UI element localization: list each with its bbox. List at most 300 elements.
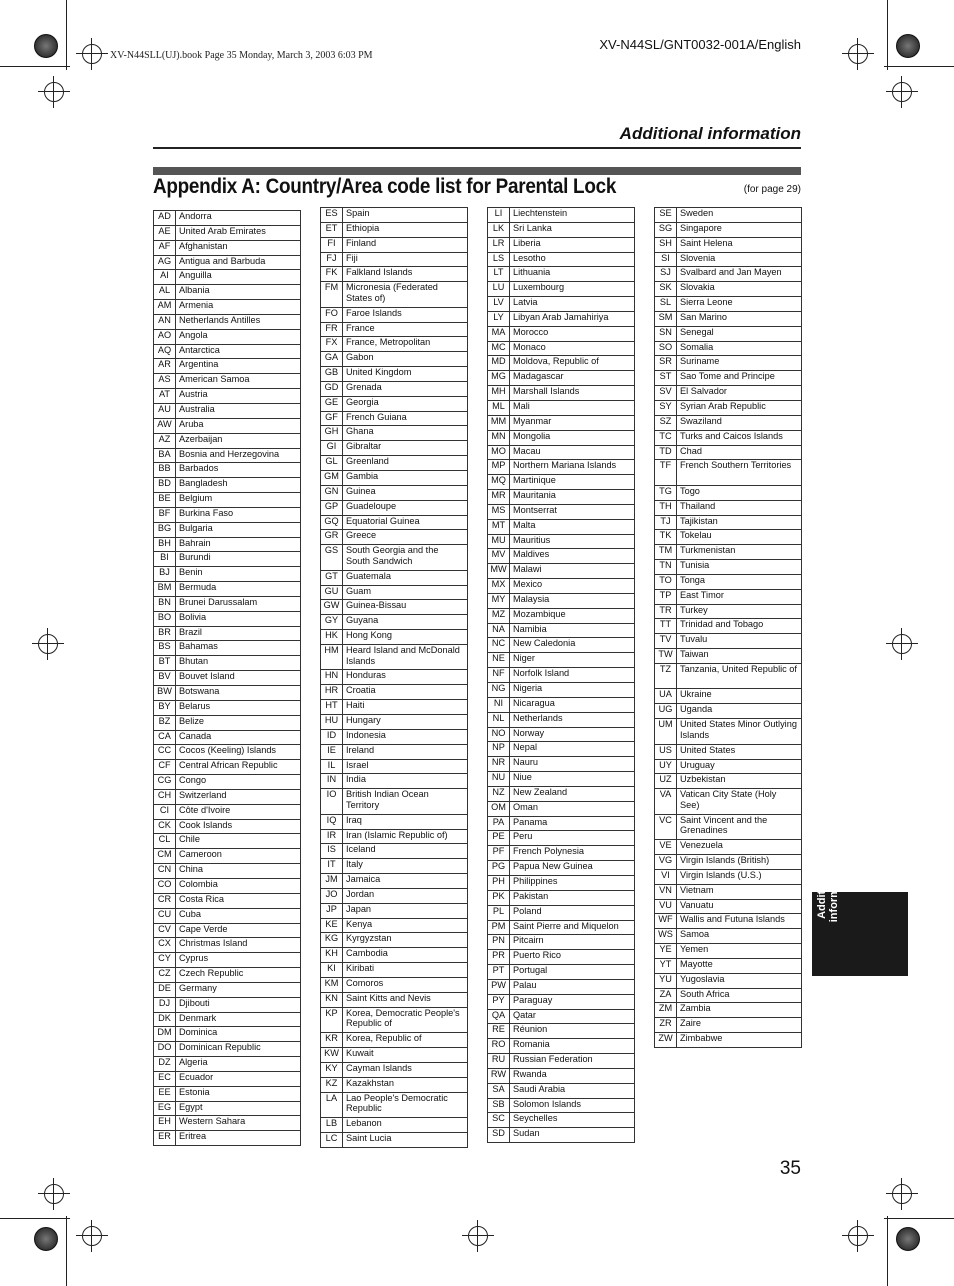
table-row (154, 225, 301, 240)
table-row (655, 326, 802, 341)
country-name: Albania (176, 285, 301, 300)
table-row (154, 374, 301, 389)
table-row (321, 396, 468, 411)
country-code: MQ (488, 475, 510, 490)
table-row (321, 1092, 468, 1118)
table-row (655, 789, 802, 815)
table-row (321, 1118, 468, 1133)
country-name: Japan (343, 903, 468, 918)
country-code: EC (154, 1071, 176, 1086)
country-name: Syrian Arab Republic (677, 400, 802, 415)
table-row (655, 929, 802, 944)
country-name: Nepal (510, 742, 635, 757)
country-code: GR (321, 530, 343, 545)
table-row (655, 619, 802, 634)
country-name: Indonesia (343, 729, 468, 744)
table-row (154, 1027, 301, 1042)
country-code: BA (154, 448, 176, 463)
country-name: Romania (510, 1039, 635, 1054)
table-row (655, 341, 802, 356)
country-code: SA (488, 1083, 510, 1098)
table-row (655, 445, 802, 460)
country-name: Malaysia (510, 593, 635, 608)
table-row (154, 760, 301, 775)
table-row (655, 869, 802, 884)
country-code: SG (655, 222, 677, 237)
country-code: NF (488, 668, 510, 683)
table-row (488, 950, 635, 965)
country-name: Lao People's Democratic Republic (343, 1092, 468, 1118)
table-row (488, 519, 635, 534)
country-name: Congo (176, 775, 301, 790)
table-row (488, 772, 635, 787)
table-row (488, 356, 635, 371)
country-code: SE (655, 208, 677, 223)
country-code: GP (321, 500, 343, 515)
country-name: Eritrea (176, 1131, 301, 1146)
country-code: YT (655, 958, 677, 973)
country-code: LU (488, 282, 510, 297)
country-name: Micronesia (Federated States of) (343, 282, 468, 308)
country-code: AO (154, 329, 176, 344)
country-name: United States Minor Outlying Islands (677, 719, 802, 745)
country-code: HN (321, 670, 343, 685)
country-code: WF (655, 914, 677, 929)
table-row (488, 386, 635, 401)
country-name: Colombia (176, 878, 301, 893)
country-code: NG (488, 683, 510, 698)
table-row (655, 530, 802, 545)
table-row (321, 381, 468, 396)
table-row (488, 846, 635, 861)
table-row (488, 623, 635, 638)
country-code: NA (488, 623, 510, 638)
country-code: VI (655, 869, 677, 884)
table-row (488, 786, 635, 801)
crosshair-icon (82, 44, 102, 64)
country-name: Dominican Republic (176, 1042, 301, 1057)
country-code: TT (655, 619, 677, 634)
country-code: NZ (488, 786, 510, 801)
country-name: French Guiana (343, 411, 468, 426)
country-name: Croatia (343, 685, 468, 700)
table-row (488, 965, 635, 980)
country-name: Marshall Islands (510, 386, 635, 401)
country-name: Virgin Islands (U.S.) (677, 869, 802, 884)
country-name: Nicaragua (510, 697, 635, 712)
country-name: Zambia (677, 1003, 802, 1018)
country-code: GY (321, 615, 343, 630)
table-row (488, 415, 635, 430)
country-name: Guam (343, 585, 468, 600)
country-name: Mayotte (677, 958, 802, 973)
country-name: Russian Federation (510, 1054, 635, 1069)
table-row (154, 270, 301, 285)
table-row (154, 344, 301, 359)
table-row (655, 500, 802, 515)
country-name: Saint Kitts and Nevis (343, 992, 468, 1007)
table-row (321, 322, 468, 337)
country-code: GH (321, 426, 343, 441)
country-name: Netherlands (510, 712, 635, 727)
table-row (154, 1012, 301, 1027)
table-row (154, 641, 301, 656)
country-name: Estonia (176, 1086, 301, 1101)
country-name: Swaziland (677, 415, 802, 430)
country-code: CR (154, 893, 176, 908)
country-code: LI (488, 208, 510, 223)
country-code: BT (154, 656, 176, 671)
table-row (154, 1071, 301, 1086)
country-name: Suriname (677, 356, 802, 371)
country-code: UM (655, 719, 677, 745)
country-name: Qatar (510, 1009, 635, 1024)
table-row (488, 1083, 635, 1098)
country-code: CF (154, 760, 176, 775)
table-row (154, 211, 301, 226)
table-row (154, 329, 301, 344)
country-name: Pakistan (510, 890, 635, 905)
table-row (655, 545, 802, 560)
country-code: MW (488, 564, 510, 579)
table-row (655, 719, 802, 745)
table-row (488, 712, 635, 727)
country-name: Kenya (343, 918, 468, 933)
country-name: Djibouti (176, 997, 301, 1012)
country-code: TZ (655, 663, 677, 689)
country-code: KE (321, 918, 343, 933)
country-name: Christmas Island (176, 938, 301, 953)
table-row (488, 683, 635, 698)
country-name: Algeria (176, 1057, 301, 1072)
country-name: United States (677, 744, 802, 759)
country-code: MN (488, 430, 510, 445)
country-name: Puerto Rico (510, 950, 635, 965)
country-code: BH (154, 537, 176, 552)
table-row (321, 859, 468, 874)
country-code: IR (321, 829, 343, 844)
country-code: ES (321, 208, 343, 223)
table-row (488, 534, 635, 549)
country-code: IQ (321, 814, 343, 829)
country-name: Bouvet Island (176, 671, 301, 686)
country-name: Svalbard and Jan Mayen (677, 267, 802, 282)
country-name: Canada (176, 730, 301, 745)
table-row (488, 831, 635, 846)
table-row (154, 300, 301, 315)
country-name: Korea, Republic of (343, 1033, 468, 1048)
table-row (488, 341, 635, 356)
table-row (655, 237, 802, 252)
country-code: SJ (655, 267, 677, 282)
country-name: Burkina Faso (176, 507, 301, 522)
table-row (154, 968, 301, 983)
table-row (488, 653, 635, 668)
table-row (154, 1057, 301, 1072)
country-name: Mongolia (510, 430, 635, 445)
country-name: Portugal (510, 965, 635, 980)
crosshair-icon (468, 1226, 488, 1246)
table-row (321, 485, 468, 500)
country-code: YU (655, 973, 677, 988)
table-row (655, 1003, 802, 1018)
country-code: KH (321, 948, 343, 963)
country-code: SK (655, 282, 677, 297)
table-row (321, 585, 468, 600)
country-name: Sao Tome and Principe (677, 371, 802, 386)
crosshair-icon (848, 44, 868, 64)
country-name: Morocco (510, 326, 635, 341)
country-code: MA (488, 326, 510, 341)
country-code: GS (321, 545, 343, 571)
country-name: Netherlands Antilles (176, 314, 301, 329)
table-row (488, 430, 635, 445)
country-name: New Caledonia (510, 638, 635, 653)
table-row (154, 522, 301, 537)
table-row (655, 899, 802, 914)
country-code: MY (488, 593, 510, 608)
country-name: Anguilla (176, 270, 301, 285)
country-name: Andorra (176, 211, 301, 226)
country-code: ZW (655, 1033, 677, 1048)
country-name: Jordan (343, 888, 468, 903)
country-code: ML (488, 400, 510, 415)
country-code: ZA (655, 988, 677, 1003)
country-code: DK (154, 1012, 176, 1027)
table-row (321, 411, 468, 426)
country-code: CU (154, 908, 176, 923)
country-name: Vatican City State (Holy See) (677, 789, 802, 815)
country-name: Gibraltar (343, 441, 468, 456)
country-code: JM (321, 874, 343, 889)
country-code: HU (321, 714, 343, 729)
table-row (655, 973, 802, 988)
table-row (154, 893, 301, 908)
table-row (154, 908, 301, 923)
table-row (154, 804, 301, 819)
table-row (655, 1033, 802, 1048)
country-name: Luxembourg (510, 282, 635, 297)
table-row (488, 1098, 635, 1113)
table-row (655, 252, 802, 267)
table-row (154, 1042, 301, 1057)
country-code: VG (655, 855, 677, 870)
country-code: SD (488, 1128, 510, 1143)
country-name: United Arab Emirates (176, 225, 301, 240)
country-name: Egypt (176, 1101, 301, 1116)
table-row (655, 1018, 802, 1033)
country-name: Guyana (343, 615, 468, 630)
country-name: Bahrain (176, 537, 301, 552)
table-row (488, 1128, 635, 1143)
country-code: VE (655, 840, 677, 855)
country-name: Norfolk Island (510, 668, 635, 683)
country-code: MU (488, 534, 510, 549)
table-row (488, 579, 635, 594)
country-name: Germany (176, 982, 301, 997)
table-row (321, 963, 468, 978)
table-row (321, 1132, 468, 1147)
country-code: CK (154, 819, 176, 834)
country-name: Malta (510, 519, 635, 534)
country-code: PW (488, 979, 510, 994)
registration-disc-icon (896, 1227, 920, 1251)
table-row (655, 704, 802, 719)
country-code: YE (655, 944, 677, 959)
country-code: EG (154, 1101, 176, 1116)
table-row (321, 814, 468, 829)
country-code: MC (488, 341, 510, 356)
table-row (321, 282, 468, 308)
country-name: Lebanon (343, 1118, 468, 1133)
country-code: GA (321, 352, 343, 367)
country-name: Tunisia (677, 560, 802, 575)
country-code: TP (655, 589, 677, 604)
table-row (321, 844, 468, 859)
country-name: Azerbaijan (176, 433, 301, 448)
country-name: Samoa (677, 929, 802, 944)
side-tab[interactable] (812, 861, 908, 976)
country-name: Réunion (510, 1024, 635, 1039)
country-name: Yugoslavia (677, 973, 802, 988)
country-code: AQ (154, 344, 176, 359)
country-code: NU (488, 772, 510, 787)
table-row (488, 1054, 635, 1069)
country-name: Martinique (510, 475, 635, 490)
table-row (321, 208, 468, 223)
table-row (321, 918, 468, 933)
country-code: CI (154, 804, 176, 819)
country-code: UY (655, 759, 677, 774)
country-code: EH (154, 1116, 176, 1131)
country-code: IL (321, 759, 343, 774)
country-code: SL (655, 297, 677, 312)
country-name: Bosnia and Herzegovina (176, 448, 301, 463)
crosshair-icon (82, 1226, 102, 1246)
table-row (655, 914, 802, 929)
country-code: PA (488, 816, 510, 831)
country-name: Greece (343, 530, 468, 545)
table-row (655, 222, 802, 237)
table-row (488, 1024, 635, 1039)
country-name: Seychelles (510, 1113, 635, 1128)
country-name: French Southern Territories (677, 460, 802, 486)
country-name: Sudan (510, 1128, 635, 1143)
country-code: JP (321, 903, 343, 918)
country-name: Tonga (677, 574, 802, 589)
table-row (154, 656, 301, 671)
table-row (154, 611, 301, 626)
table-row (154, 314, 301, 329)
table-row (321, 471, 468, 486)
table-row (655, 297, 802, 312)
table-row (321, 789, 468, 815)
country-code: TR (655, 604, 677, 619)
table-row (488, 979, 635, 994)
country-name: Ethiopia (343, 222, 468, 237)
country-code: FR (321, 322, 343, 337)
country-name: Panama (510, 816, 635, 831)
table-row (655, 744, 802, 759)
table-row (154, 1131, 301, 1146)
country-name: Korea, Democratic People's Republic of (343, 1007, 468, 1033)
country-code: GE (321, 396, 343, 411)
table-row (488, 297, 635, 312)
country-name: Lesotho (510, 252, 635, 267)
table-row (321, 337, 468, 352)
country-code: CZ (154, 968, 176, 983)
document-id: XV-N44SL/GNT0032-001A/English (599, 37, 801, 52)
country-code: US (655, 744, 677, 759)
country-code: BG (154, 522, 176, 537)
country-code: LC (321, 1132, 343, 1147)
country-code: ST (655, 371, 677, 386)
country-code: TM (655, 545, 677, 560)
table-row (321, 700, 468, 715)
table-row (154, 1086, 301, 1101)
table-row (321, 714, 468, 729)
table-row (154, 671, 301, 686)
country-name: Somalia (677, 341, 802, 356)
table-row (321, 545, 468, 571)
country-code: MR (488, 490, 510, 505)
country-name: Barbados (176, 463, 301, 478)
country-name: United Kingdom (343, 367, 468, 382)
country-code: AU (154, 403, 176, 418)
table-row (321, 367, 468, 382)
table-row (488, 608, 635, 623)
table-row (655, 400, 802, 415)
table-row (655, 958, 802, 973)
table-row (488, 564, 635, 579)
country-code: AL (154, 285, 176, 300)
page-reference: (for page 29) (743, 184, 801, 195)
table-row (321, 977, 468, 992)
country-name: Guatemala (343, 570, 468, 585)
country-name: Poland (510, 905, 635, 920)
country-name: Pitcairn (510, 935, 635, 950)
table-row (154, 626, 301, 641)
table-row (154, 285, 301, 300)
table-row (154, 864, 301, 879)
table-row (154, 240, 301, 255)
table-row (488, 371, 635, 386)
country-name: Hungary (343, 714, 468, 729)
country-name: Mexico (510, 579, 635, 594)
country-code: KR (321, 1033, 343, 1048)
country-code: KI (321, 963, 343, 978)
country-code: MZ (488, 608, 510, 623)
country-code: CA (154, 730, 176, 745)
table-row (488, 697, 635, 712)
country-name: Australia (176, 403, 301, 418)
country-code: CH (154, 789, 176, 804)
table-row (321, 441, 468, 456)
table-row (488, 727, 635, 742)
book-info-line: XV-N44SLL(UJ).book Page 35 Monday, March 3, 2003 6:03 PM (110, 50, 373, 61)
table-row (154, 567, 301, 582)
country-name: Iran (Islamic Republic of) (343, 829, 468, 844)
table-row (154, 433, 301, 448)
country-name: Spain (343, 208, 468, 223)
country-code: DJ (154, 997, 176, 1012)
country-name: Slovenia (677, 252, 802, 267)
country-name: India (343, 774, 468, 789)
country-code: NO (488, 727, 510, 742)
table-row (321, 456, 468, 471)
country-name: Kuwait (343, 1048, 468, 1063)
country-code: TH (655, 500, 677, 515)
